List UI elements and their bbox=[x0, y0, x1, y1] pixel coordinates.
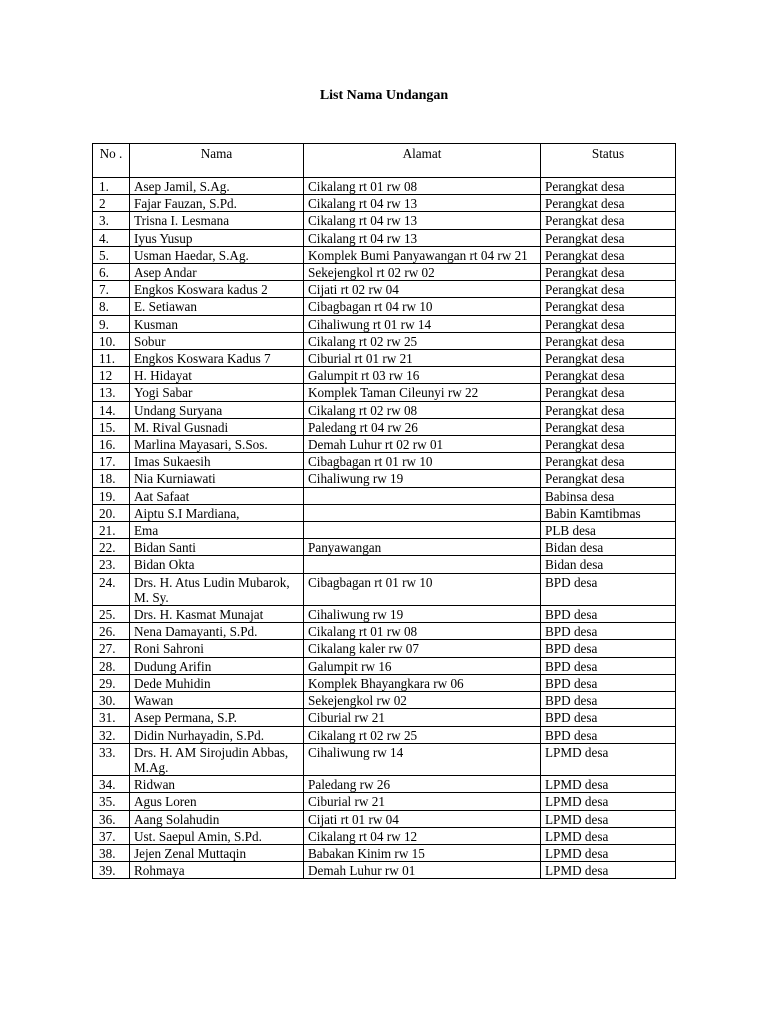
cell-status: Perangkat desa bbox=[541, 195, 676, 212]
column-header-no: No . bbox=[93, 144, 130, 178]
table-row bbox=[93, 246, 676, 263]
cell-status: LPMD desa bbox=[541, 810, 676, 827]
cell-nama: Ema bbox=[130, 522, 304, 539]
table-row bbox=[93, 539, 676, 556]
cell-alamat: Galumpit rw 16 bbox=[304, 657, 541, 674]
table-row bbox=[93, 692, 676, 709]
column-header-status: Status bbox=[541, 144, 676, 178]
cell-no: 32. bbox=[93, 726, 130, 743]
cell-nama: Iyus Yusup bbox=[130, 229, 304, 246]
cell-nama: Drs. H. Kasmat Munajat bbox=[130, 606, 304, 623]
cell-nama: Drs. H. Atus Ludin Mubarok, M. Sy. bbox=[130, 573, 304, 605]
cell-status: Bidan desa bbox=[541, 556, 676, 573]
cell-no: 10. bbox=[93, 332, 130, 349]
table-row bbox=[93, 470, 676, 487]
cell-no: 2 bbox=[93, 195, 130, 212]
cell-status: Perangkat desa bbox=[541, 281, 676, 298]
cell-alamat: Cikalang rt 02 rw 08 bbox=[304, 401, 541, 418]
cell-no: 6. bbox=[93, 264, 130, 281]
cell-nama: Nena Damayanti, S.Pd. bbox=[130, 623, 304, 640]
cell-no: 1. bbox=[93, 178, 130, 195]
cell-alamat: Ciburial rw 21 bbox=[304, 709, 541, 726]
cell-no: 35. bbox=[93, 793, 130, 810]
cell-no: 8. bbox=[93, 298, 130, 315]
table-row bbox=[93, 776, 676, 793]
cell-no: 34. bbox=[93, 776, 130, 793]
table-row bbox=[93, 606, 676, 623]
cell-no: 30. bbox=[93, 692, 130, 709]
cell-no: 21. bbox=[93, 522, 130, 539]
cell-nama: Asep Permana, S.P. bbox=[130, 709, 304, 726]
cell-status: LPMD desa bbox=[541, 776, 676, 793]
table-row bbox=[93, 623, 676, 640]
cell-alamat: Cikalang kaler rw 07 bbox=[304, 640, 541, 657]
cell-no: 19. bbox=[93, 487, 130, 504]
cell-alamat bbox=[304, 556, 541, 573]
table-row bbox=[93, 418, 676, 435]
cell-nama: Aang Solahudin bbox=[130, 810, 304, 827]
cell-nama: E. Setiawan bbox=[130, 298, 304, 315]
page-title: List Nama Undangan bbox=[319, 88, 449, 103]
table-row bbox=[93, 810, 676, 827]
cell-nama: Dudung Arifin bbox=[130, 657, 304, 674]
cell-alamat: Cijati rt 02 rw 04 bbox=[304, 281, 541, 298]
table-row bbox=[93, 793, 676, 810]
table-row bbox=[93, 315, 676, 332]
cell-status: Perangkat desa bbox=[541, 453, 676, 470]
cell-no: 23. bbox=[93, 556, 130, 573]
cell-status: Perangkat desa bbox=[541, 350, 676, 367]
cell-nama: Undang Suryana bbox=[130, 401, 304, 418]
cell-nama: Trisna I. Lesmana bbox=[130, 212, 304, 229]
cell-status: BPD desa bbox=[541, 606, 676, 623]
cell-status: Babin Kamtibmas bbox=[541, 504, 676, 521]
cell-status: LPMD desa bbox=[541, 844, 676, 861]
table-row bbox=[93, 522, 676, 539]
cell-no: 18. bbox=[93, 470, 130, 487]
cell-no: 39. bbox=[93, 862, 130, 879]
cell-alamat: Cikalang rt 02 rw 25 bbox=[304, 332, 541, 349]
cell-status: Perangkat desa bbox=[541, 246, 676, 263]
cell-status: Perangkat desa bbox=[541, 436, 676, 453]
cell-no: 9. bbox=[93, 315, 130, 332]
table-row bbox=[93, 212, 676, 229]
cell-status: Perangkat desa bbox=[541, 229, 676, 246]
cell-alamat: Cibagbagan rt 01 rw 10 bbox=[304, 453, 541, 470]
cell-nama: Sobur bbox=[130, 332, 304, 349]
cell-no: 13. bbox=[93, 384, 130, 401]
table-row bbox=[93, 332, 676, 349]
cell-nama: Agus Loren bbox=[130, 793, 304, 810]
cell-nama: Imas Sukaesih bbox=[130, 453, 304, 470]
table-row bbox=[93, 401, 676, 418]
cell-status: Perangkat desa bbox=[541, 470, 676, 487]
cell-alamat: Paledang rt 04 rw 26 bbox=[304, 418, 541, 435]
cell-nama: Asep Jamil, S.Ag. bbox=[130, 178, 304, 195]
cell-nama: M. Rival Gusnadi bbox=[130, 418, 304, 435]
cell-status: BPD desa bbox=[541, 674, 676, 691]
cell-alamat: Ciburial rw 21 bbox=[304, 793, 541, 810]
table-row bbox=[93, 195, 676, 212]
cell-nama: H. Hidayat bbox=[130, 367, 304, 384]
cell-no: 20. bbox=[93, 504, 130, 521]
cell-nama: Roni Sahroni bbox=[130, 640, 304, 657]
cell-status: Perangkat desa bbox=[541, 264, 676, 281]
cell-no: 28. bbox=[93, 657, 130, 674]
cell-nama: Aat Safaat bbox=[130, 487, 304, 504]
cell-alamat: Cihaliwung rt 01 rw 14 bbox=[304, 315, 541, 332]
cell-nama: Ust. Saepul Amin, S.Pd. bbox=[130, 827, 304, 844]
cell-no: 25. bbox=[93, 606, 130, 623]
table-row bbox=[93, 640, 676, 657]
cell-nama: Marlina Mayasari, S.Sos. bbox=[130, 436, 304, 453]
cell-status: Bidan desa bbox=[541, 539, 676, 556]
cell-no: 16. bbox=[93, 436, 130, 453]
cell-alamat: Cikalang rt 04 rw 12 bbox=[304, 827, 541, 844]
cell-status: Perangkat desa bbox=[541, 298, 676, 315]
cell-status: LPMD desa bbox=[541, 862, 676, 879]
cell-status: Perangkat desa bbox=[541, 418, 676, 435]
cell-status: BPD desa bbox=[541, 657, 676, 674]
cell-alamat: Cikalang rt 04 rw 13 bbox=[304, 212, 541, 229]
table-row bbox=[93, 264, 676, 281]
cell-alamat bbox=[304, 504, 541, 521]
table-row bbox=[93, 436, 676, 453]
cell-status: Perangkat desa bbox=[541, 367, 676, 384]
cell-status: Perangkat desa bbox=[541, 178, 676, 195]
cell-no: 5. bbox=[93, 246, 130, 263]
table-row bbox=[93, 350, 676, 367]
cell-alamat: Cijati rt 01 rw 04 bbox=[304, 810, 541, 827]
table-row bbox=[93, 844, 676, 861]
cell-no: 37. bbox=[93, 827, 130, 844]
cell-alamat: Cikalang rt 04 rw 13 bbox=[304, 195, 541, 212]
table-row bbox=[93, 281, 676, 298]
cell-nama: Ridwan bbox=[130, 776, 304, 793]
cell-alamat: Cikalang rt 01 rw 08 bbox=[304, 178, 541, 195]
cell-status: Babinsa desa bbox=[541, 487, 676, 504]
table-body bbox=[93, 178, 676, 879]
cell-nama: Engkos Koswara kadus 2 bbox=[130, 281, 304, 298]
column-header-alamat: Alamat bbox=[304, 144, 541, 178]
cell-nama: Bidan Okta bbox=[130, 556, 304, 573]
cell-nama: Wawan bbox=[130, 692, 304, 709]
table-row bbox=[93, 504, 676, 521]
cell-alamat: Sekejengkol rt 02 rw 02 bbox=[304, 264, 541, 281]
cell-status: Perangkat desa bbox=[541, 401, 676, 418]
cell-alamat: Demah Luhur rw 01 bbox=[304, 862, 541, 879]
cell-no: 17. bbox=[93, 453, 130, 470]
cell-alamat: Komplek Bhayangkara rw 06 bbox=[304, 674, 541, 691]
cell-alamat: Cibagbagan rt 04 rw 10 bbox=[304, 298, 541, 315]
cell-status: Perangkat desa bbox=[541, 384, 676, 401]
cell-nama: Bidan Santi bbox=[130, 539, 304, 556]
table-row bbox=[93, 827, 676, 844]
cell-no: 15. bbox=[93, 418, 130, 435]
cell-alamat: Cihaliwung rw 19 bbox=[304, 470, 541, 487]
cell-status: BPD desa bbox=[541, 692, 676, 709]
table-row bbox=[93, 674, 676, 691]
table-row bbox=[93, 556, 676, 573]
cell-no: 3. bbox=[93, 212, 130, 229]
cell-alamat: Sekejengkol rw 02 bbox=[304, 692, 541, 709]
cell-nama: Engkos Koswara Kadus 7 bbox=[130, 350, 304, 367]
cell-status: LPMD desa bbox=[541, 827, 676, 844]
cell-alamat: Cibagbagan rt 01 rw 10 bbox=[304, 573, 541, 605]
cell-no: 31. bbox=[93, 709, 130, 726]
table-row bbox=[93, 298, 676, 315]
table-header-row bbox=[93, 144, 676, 178]
cell-nama: Yogi Sabar bbox=[130, 384, 304, 401]
cell-nama: Fajar Fauzan, S.Pd. bbox=[130, 195, 304, 212]
table-row bbox=[93, 573, 676, 605]
table-row bbox=[93, 862, 676, 879]
cell-no: 12 bbox=[93, 367, 130, 384]
cell-status: BPD desa bbox=[541, 573, 676, 605]
table-row bbox=[93, 726, 676, 743]
cell-alamat: Komplek Bumi Panyawangan rt 04 rw 21 bbox=[304, 246, 541, 263]
cell-alamat: Ciburial rt 01 rw 21 bbox=[304, 350, 541, 367]
table-row bbox=[93, 487, 676, 504]
table-row bbox=[93, 178, 676, 195]
cell-status: Perangkat desa bbox=[541, 332, 676, 349]
cell-no: 27. bbox=[93, 640, 130, 657]
cell-status: BPD desa bbox=[541, 726, 676, 743]
cell-no: 33. bbox=[93, 743, 130, 775]
cell-alamat: Cikalang rt 01 rw 08 bbox=[304, 623, 541, 640]
cell-nama: Rohmaya bbox=[130, 862, 304, 879]
cell-nama: Aiptu S.I Mardiana, bbox=[130, 504, 304, 521]
cell-alamat: Babakan Kinim rw 15 bbox=[304, 844, 541, 861]
cell-no: 26. bbox=[93, 623, 130, 640]
table-row bbox=[93, 657, 676, 674]
cell-alamat: Paledang rw 26 bbox=[304, 776, 541, 793]
cell-status: LPMD desa bbox=[541, 743, 676, 775]
cell-no: 29. bbox=[93, 674, 130, 691]
cell-status: Perangkat desa bbox=[541, 212, 676, 229]
cell-status: PLB desa bbox=[541, 522, 676, 539]
cell-nama: Jejen Zenal Muttaqin bbox=[130, 844, 304, 861]
cell-no: 36. bbox=[93, 810, 130, 827]
cell-alamat bbox=[304, 522, 541, 539]
table-row bbox=[93, 367, 676, 384]
cell-nama: Asep Andar bbox=[130, 264, 304, 281]
cell-status: BPD desa bbox=[541, 640, 676, 657]
table-row bbox=[93, 384, 676, 401]
cell-alamat: Cikalang rt 04 rw 13 bbox=[304, 229, 541, 246]
cell-nama: Kusman bbox=[130, 315, 304, 332]
cell-no: 24. bbox=[93, 573, 130, 605]
table-row bbox=[93, 709, 676, 726]
cell-alamat bbox=[304, 487, 541, 504]
cell-alamat: Demah Luhur rt 02 rw 01 bbox=[304, 436, 541, 453]
cell-status: BPD desa bbox=[541, 623, 676, 640]
cell-no: 7. bbox=[93, 281, 130, 298]
cell-alamat: Cihaliwung rw 14 bbox=[304, 743, 541, 775]
cell-alamat: Cihaliwung rw 19 bbox=[304, 606, 541, 623]
cell-no: 22. bbox=[93, 539, 130, 556]
cell-status: Perangkat desa bbox=[541, 315, 676, 332]
table-row bbox=[93, 229, 676, 246]
cell-alamat: Panyawangan bbox=[304, 539, 541, 556]
cell-no: 11. bbox=[93, 350, 130, 367]
cell-nama: Usman Haedar, S.Ag. bbox=[130, 246, 304, 263]
cell-alamat: Komplek Taman Cileunyi rw 22 bbox=[304, 384, 541, 401]
cell-alamat: Galumpit rt 03 rw 16 bbox=[304, 367, 541, 384]
cell-nama: Dede Muhidin bbox=[130, 674, 304, 691]
cell-status: BPD desa bbox=[541, 709, 676, 726]
guest-list-table bbox=[92, 143, 676, 879]
column-header-nama: Nama bbox=[130, 144, 304, 178]
cell-no: 38. bbox=[93, 844, 130, 861]
cell-alamat: Cikalang rt 02 rw 25 bbox=[304, 726, 541, 743]
cell-no: 14. bbox=[93, 401, 130, 418]
cell-no: 4. bbox=[93, 229, 130, 246]
cell-nama: Nia Kurniawati bbox=[130, 470, 304, 487]
table-row bbox=[93, 453, 676, 470]
table-row bbox=[93, 743, 676, 775]
cell-nama: Drs. H. AM Sirojudin Abbas, M.Ag. bbox=[130, 743, 304, 775]
cell-nama: Didin Nurhayadin, S.Pd. bbox=[130, 726, 304, 743]
cell-status: LPMD desa bbox=[541, 793, 676, 810]
